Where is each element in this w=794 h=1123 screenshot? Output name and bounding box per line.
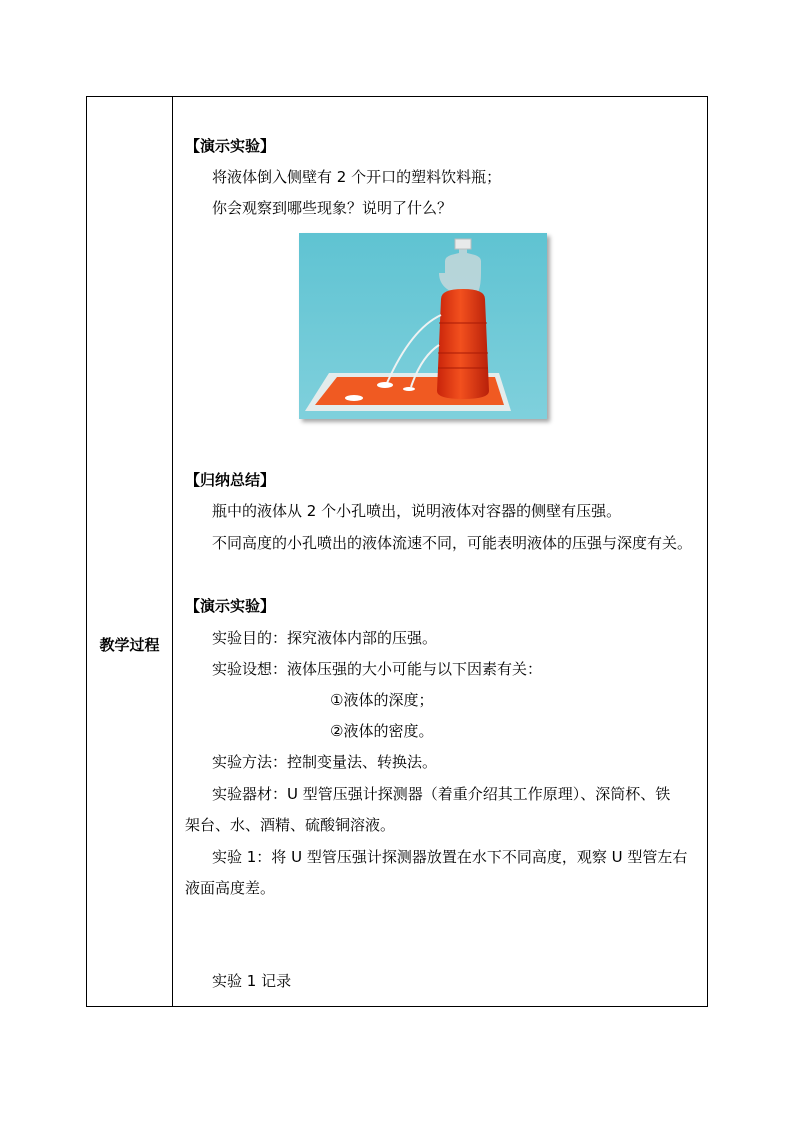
experiment-equipment: 实验器材：U 型管压强计探测器（着重介绍其工作原理）、深筒杯、铁 [212, 785, 671, 803]
experiment-1: 实验 1：将 U 型管压强计探测器放置在水下不同高度，观察 U 型管左右 [212, 848, 688, 866]
section1-line: 你会观察到哪些现象？说明了什么？ [212, 199, 453, 217]
experiment-1-record: 实验 1 记录 [212, 972, 292, 990]
section3-heading: 【演示实验】 [185, 597, 276, 615]
section2-line: 瓶中的液体从 2 个小孔喷出，说明液体对容器的侧壁有压强。 [212, 502, 622, 520]
factor-item: ①液体的深度； [330, 691, 434, 709]
experiment-purpose: 实验目的：探究液体内部的压强。 [212, 629, 438, 647]
lesson-table [86, 96, 708, 1007]
row-label: 教学过程 [99, 636, 160, 654]
section1-line: 将液体倒入侧壁有 2 个开口的塑料饮料瓶； [212, 168, 502, 186]
experiment-equipment: 架台、水、酒精、硫酸铜溶液。 [185, 816, 396, 834]
bottle-experiment-photo [299, 233, 547, 419]
section1-heading: 【演示实验】 [185, 137, 276, 155]
label-cell [87, 97, 173, 1006]
experiment-method: 实验方法：控制变量法、转换法。 [212, 753, 438, 771]
section2-heading: 【归纳总结】 [185, 471, 276, 489]
experiment-1: 液面高度差。 [185, 879, 276, 897]
experiment-hypothesis: 实验设想：液体压强的大小可能与以下因素有关： [212, 660, 543, 678]
content-cell [173, 97, 707, 1006]
section2-line: 不同高度的小孔喷出的液体流速不同，可能表明液体的压强与深度有关。 [212, 534, 693, 552]
factor-item: ②液体的密度。 [330, 722, 434, 740]
